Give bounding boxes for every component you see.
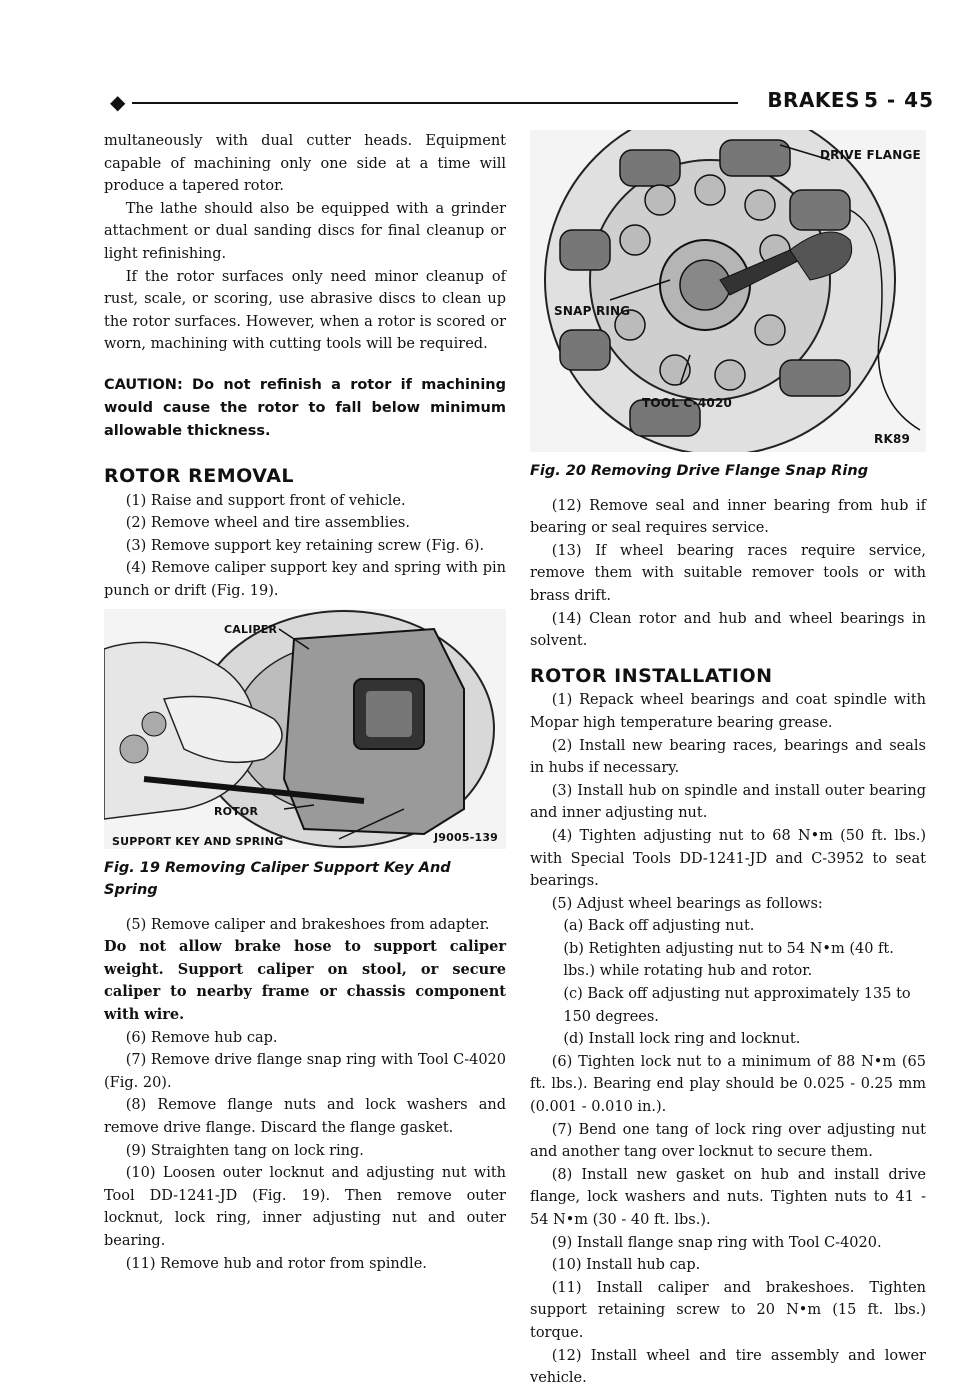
caliper-illustration: [104, 609, 506, 849]
page-number: 5 - 45: [864, 88, 934, 112]
section-title: BRAKES: [767, 88, 860, 112]
figure-19: [104, 609, 506, 849]
step: (1) Repack wheel bearings and coat spindle with Mopar high temperature bearing grease.: [530, 692, 926, 731]
step: (5) Remove caliper and brakeshoes from adapter.: [125, 916, 490, 933]
step: (9) Install flange snap ring with Tool C-4020.: [551, 1234, 882, 1251]
step: (2) Remove wheel and tire assemblies.: [125, 515, 410, 532]
step: (8) Remove flange nuts and lock washers and remove drive flange. Discard the flange gasket.: [104, 1097, 506, 1137]
right-column: [530, 130, 926, 1390]
step: (3) Remove support key retaining screw (Fig. 6).: [125, 537, 485, 554]
substep: (c) Back off adjusting nut approximately 135 to 150 degrees.: [563, 986, 911, 1025]
label-support-key: SUPPORT KEY AND SPRING: [112, 834, 284, 848]
substep: (d) Install lock ring and locknut.: [563, 1031, 801, 1048]
left-column: [104, 130, 506, 1275]
step: (4) Tighten adjusting nut to 68 N•m (50 ft. lbs.) with Special Tools DD-1241-JD and C-3952 to seat bearings.: [530, 827, 926, 890]
step: (7) Bend one tang of lock ring over adjusting nut and another tang over locknut to secure them.: [530, 1121, 926, 1161]
warning-text: Do not allow brake hose to support caliper weight. Support caliper on stool, or secure caliper to nearby frame or chassis component with wire.: [104, 938, 506, 1024]
step: (1) Raise and support front of vehicle.: [125, 492, 406, 509]
step: (14) Clean rotor and hub and wheel bearings in solvent.: [530, 610, 926, 650]
step: (13) If wheel bearing races require service, remove them with suitable remover tools or with brass drift.: [530, 542, 926, 604]
step: (10) Loosen outer locknut and adjusting nut with Tool DD-1241-JD (Fig. 19). Then remove outer locknut, lock ring, inner adjusting nut and outer bearing.: [104, 1165, 506, 1249]
heading-rotor-installation: ROTOR INSTALLATION: [530, 664, 773, 687]
paragraph: multaneously with dual cutter heads. Equipment capable of machining only one side at a time will produce a tapered rotor.: [104, 133, 506, 195]
diamond-icon: ◆: [110, 90, 126, 114]
label-tool: TOOL C-4020: [642, 396, 733, 410]
step: (2) Install new bearing races, bearings and seals in hubs if necessary.: [530, 737, 926, 777]
step: (6) Remove hub cap.: [125, 1029, 278, 1046]
substep: (a) Back off adjusting nut.: [563, 918, 755, 935]
step: (12) Remove seal and inner bearing from hub if bearing or seal requires service.: [530, 497, 926, 537]
step: (12) Install wheel and tire assembly and lower vehicle.: [530, 1347, 926, 1387]
step: (8) Install new gasket on hub and install drive flange, lock washers and nuts. Tighten nuts to 41 - 54 N•m (30 - 40 ft. lbs.).: [530, 1166, 926, 1228]
figure-code: RK89: [874, 432, 911, 446]
label-drive-flange: DRIVE FLANGE: [820, 148, 921, 162]
label-snap-ring: SNAP RING: [554, 304, 631, 318]
step: (5) Adjust wheel bearings as follows:: [551, 895, 823, 912]
paragraph: The lathe should also be equipped with a grinder attachment or dual sanding discs for final cleanup or light refinishing.: [104, 200, 506, 262]
step: (4) Remove caliper support key and spring with pin punch or drift (Fig. 19).: [104, 560, 506, 599]
figure-caption: Fig. 20 Removing Drive Flange Snap Ring: [530, 463, 869, 479]
figure-code: J9005-139: [434, 830, 499, 844]
figure-20: [530, 130, 926, 452]
step: (11) Install caliper and brakeshoes. Tighten support retaining screw to 20 N•m (15 ft. lbs.) torque.: [530, 1279, 926, 1341]
step: (7) Remove drive flange snap ring with Tool C-4020 (Fig. 20).: [104, 1052, 506, 1091]
heading-rotor-removal: ROTOR REMOVAL: [104, 464, 295, 487]
step: (11) Remove hub and rotor from spindle.: [125, 1255, 427, 1272]
label-caliper: CALIPER: [224, 622, 278, 636]
figure-caption: Fig. 19 Removing Caliper Support Key And Spring: [104, 859, 451, 899]
step: (3) Install hub on spindle and install outer bearing and inner adjusting nut.: [530, 782, 926, 822]
substep: (b) Retighten adjusting nut to 54 N•m (40 ft. lbs.) while rotating hub and rotor.: [563, 940, 894, 980]
step: (6) Tighten lock nut to a minimum of 88 N•m (65 ft. lbs.). Bearing end play should be 0.025 - 0.25 mm (0.001 - 0.010 in.).: [530, 1053, 926, 1116]
step: (10) Install hub cap.: [551, 1257, 701, 1274]
paragraph: If the rotor surfaces only need minor cleanup of rust, scale, or scoring, use abrasive discs to clean up the rotor surfaces. However, when a rotor is scored or worn, machining with cutting tools will be required.: [104, 268, 506, 353]
label-rotor: ROTOR: [214, 804, 259, 818]
header-rule: [132, 102, 738, 104]
page-header: [104, 86, 934, 116]
step: (9) Straighten tang on lock ring.: [125, 1142, 364, 1159]
caution-note: CAUTION: Do not refinish a rotor if machining would cause the rotor to fall below minimum allowable thickness.: [104, 376, 506, 439]
